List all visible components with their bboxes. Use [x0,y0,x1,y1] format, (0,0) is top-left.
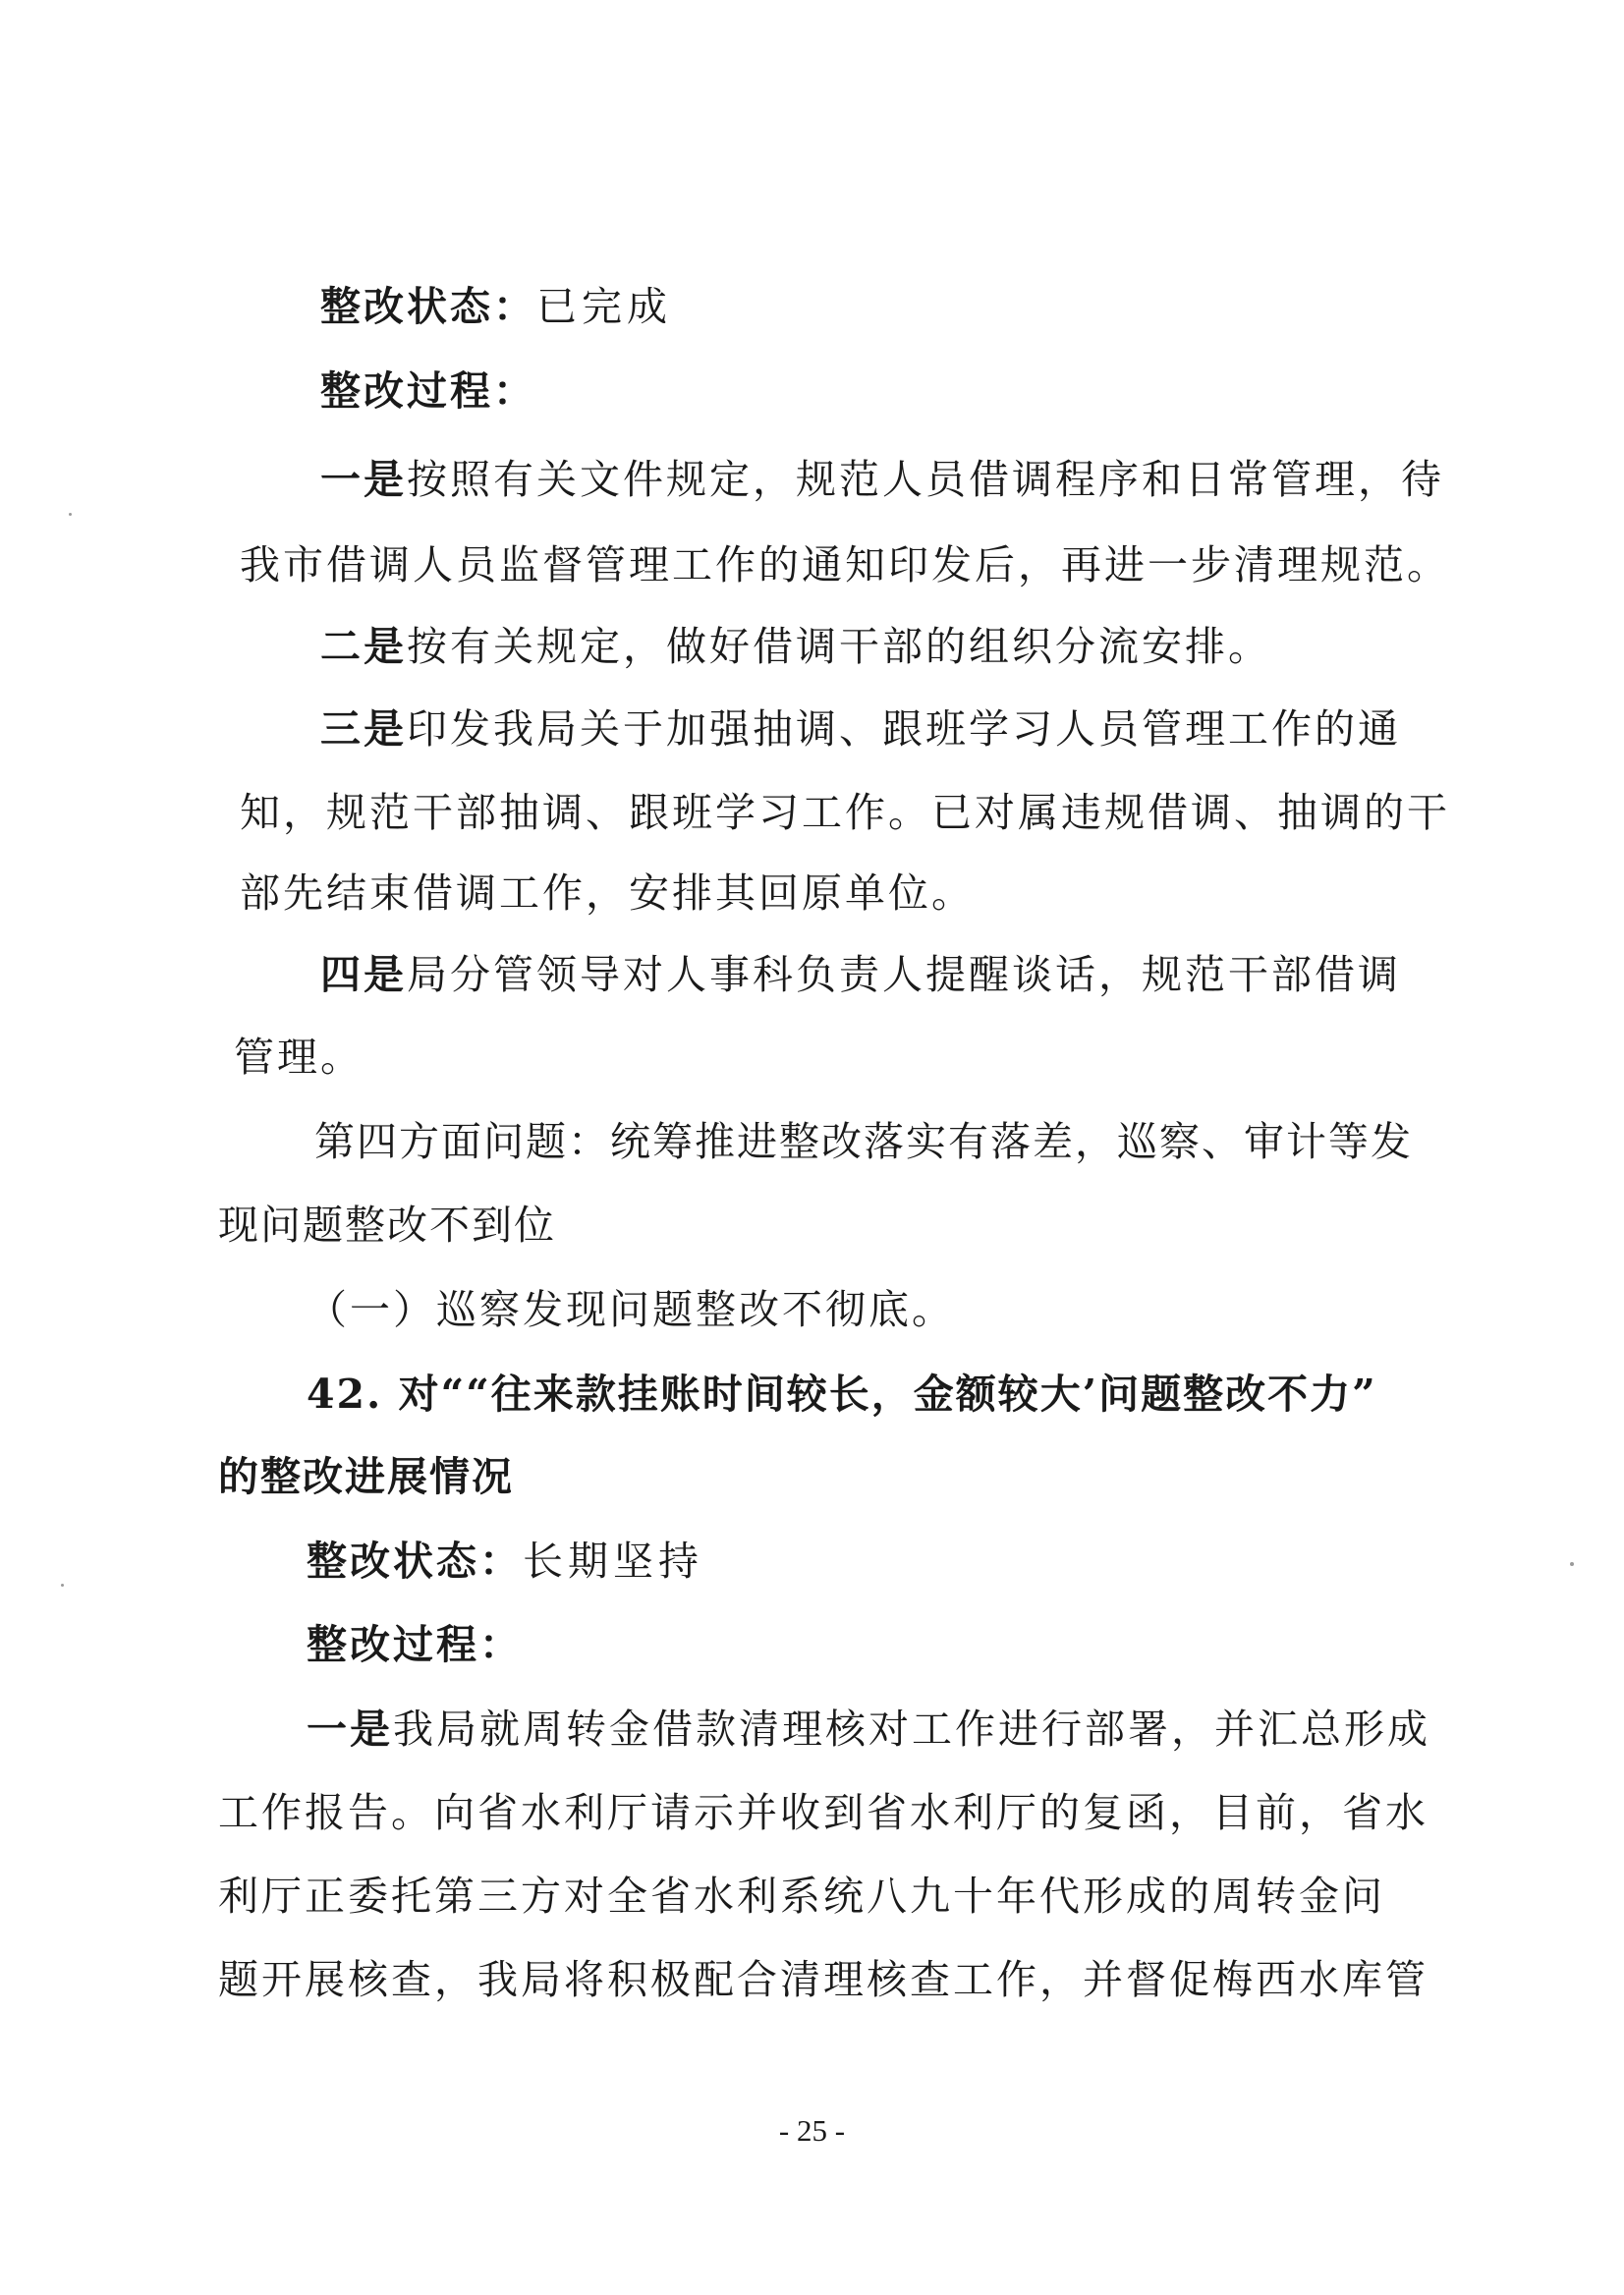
subsection-title: （一）巡察发现问题整改不彻底。 [307,1286,955,1333]
item-42-title-line-2: 的整改进展情况 [218,1453,514,1500]
paragraph-b-item-1-line-3: 利厅正委托第三方对全省水利系统八九十年代形成的周转金问 [218,1873,1385,1920]
item-lead: 三是 [320,705,407,753]
paragraph-item-2-line-1: 二是按有关规定，做好借调干部的组织分流安排。 [320,623,1271,670]
paragraph-item-1-line-2: 我市借调人员监督管理工作的通知印发后，再进一步清理规范。 [240,541,1450,588]
status-label: 整改状态： [307,1538,523,1585]
section-heading-line-1: 第四方面问题：统筹推进整改落实有落差，巡察、审计等发 [314,1118,1413,1165]
item-lead: 四是 [320,951,407,998]
status-line-b [307,1538,703,1585]
page-number: - 25 - [778,2113,846,2148]
process-label-a: 整改过程： [320,367,536,415]
paragraph-item-3-line-2: 知，规范干部抽调、跟班学习工作。已对属违规借调、抽调的干 [240,789,1450,836]
item-number: 42. [307,1371,383,1418]
paragraph-item-3-line-3: 部先结束借调工作，安排其回原单位。 [240,869,975,917]
paragraph-b-item-1-line-2: 工作报告。向省水利厅请示并收到省水利厅的复函，目前，省水 [218,1789,1428,1836]
item-lead: 一是 [307,1706,393,1753]
paragraph-item-3-line-1: 三是印发我局关于加强抽调、跟班学习人员管理工作的通 [320,705,1401,753]
item-lead: 二是 [320,623,407,670]
paragraph-item-4-line-1: 四是局分管领导对人事科负责人提醒谈话，规范干部借调 [320,951,1401,998]
section-heading-line-2: 现问题整改不到位 [218,1202,556,1249]
scan-speck [69,513,72,516]
paragraph-b-item-1-line-4: 题开展核查，我局将积极配合清理核查工作，并督促梅西水库管 [218,1956,1428,2003]
status-line-a [320,283,672,330]
status-value: 已完成 [536,283,672,330]
scan-speck [61,1584,64,1587]
item-42-title-line-1: 42. 对““往来款挂账时间较长，金额较大’问题整改不力” [307,1371,1377,1418]
status-value: 长期坚持 [523,1538,703,1585]
paragraph-item-1-line-1: 一是按照有关文件规定，规范人员借调程序和日常管理，待 [320,456,1444,503]
scan-speck [1570,1562,1574,1566]
paragraph-item-4-line-2: 管理。 [234,1034,364,1081]
item-lead: 一是 [320,456,407,503]
paragraph-b-item-1-line-1: 一是我局就周转金借款清理核对工作进行部署，并汇总形成 [307,1706,1430,1753]
status-label: 整改状态： [320,283,536,330]
process-label-b: 整改过程： [307,1621,523,1668]
